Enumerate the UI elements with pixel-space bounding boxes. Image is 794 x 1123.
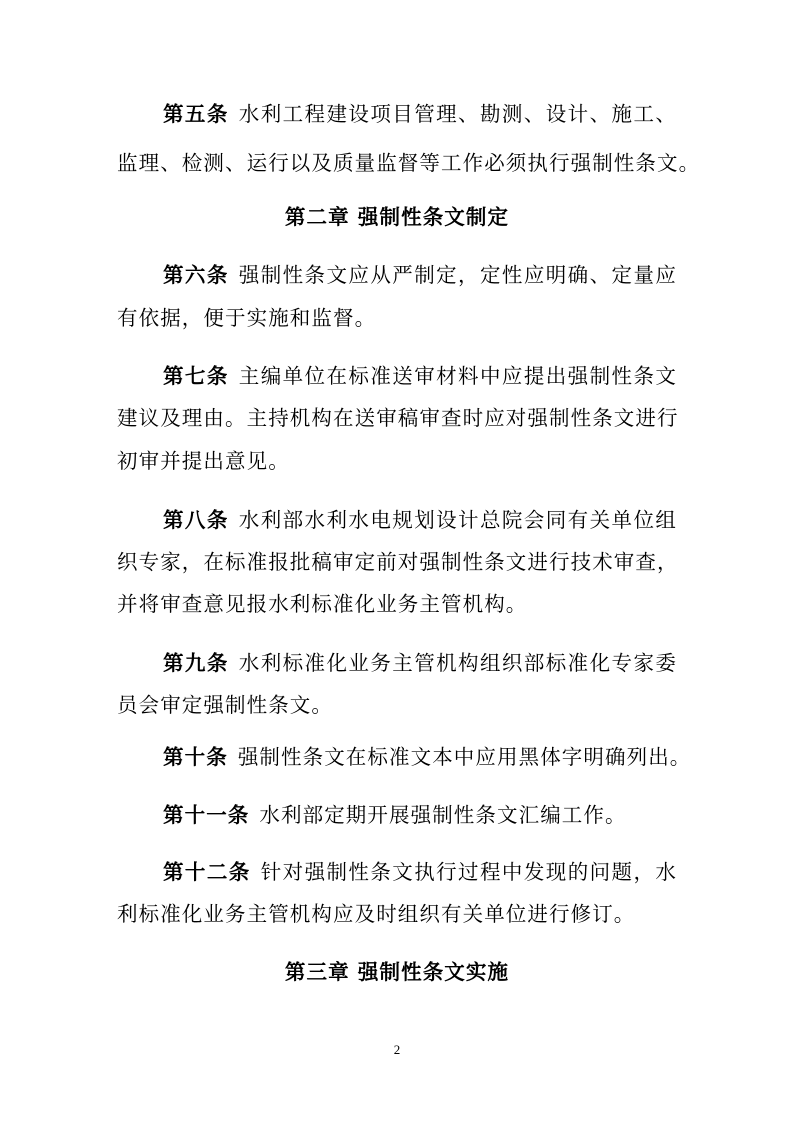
- article-12-line-2: 利标准化业务主管机构应及时组织有关单位进行修订。: [117, 902, 636, 926]
- article-7-label: 第七条: [163, 364, 229, 388]
- page-number: 2: [393, 1042, 401, 1057]
- chapter-2-heading: 第二章 强制性条文制定: [284, 205, 510, 229]
- article-8-label: 第八条: [163, 508, 229, 532]
- article-7-line-3: 初审并提出意见。: [117, 449, 290, 473]
- article-5-label: 第五条: [163, 102, 229, 126]
- article-9-line-1: 第九条 水利标准化业务主管机构组织部标准化专家委: [163, 651, 677, 675]
- article-6-line-1: 第六条 强制性条文应从严制定，定性应明确、定量应: [163, 263, 677, 287]
- article-6-label: 第六条: [163, 263, 229, 287]
- article-12-line-1: 第十二条 针对强制性条文执行过程中发现的问题，水: [163, 860, 677, 884]
- article-12-label: 第十二条: [163, 860, 251, 884]
- article-7-line-2: 建议及理由。主持机构在送审稿审查时应对强制性条文进行: [117, 406, 679, 430]
- article-6-line-2: 有依据，便于实施和监督。: [117, 306, 377, 330]
- article-8-line-2: 织专家，在标准报批稿审定前对强制性条文进行技术审查，: [117, 550, 679, 574]
- article-9-line-2: 员会审定强制性条文。: [117, 693, 333, 717]
- article-5-line-2: 监理、检测、运行以及质量监督等工作必须执行强制性条文。: [117, 151, 701, 175]
- article-11-line-1: 第十一条 水利部定期开展强制性条文汇编工作。: [163, 803, 627, 827]
- article-9-label: 第九条: [163, 651, 229, 675]
- article-10-label: 第十条: [163, 745, 228, 769]
- article-8-line-3: 并将审查意见报水利标准化业务主管机构。: [117, 592, 528, 616]
- article-10-line-1: 第十条 强制性条文在标准文本中应用黑体字明确列出。: [163, 745, 692, 769]
- article-5-line-1: 第五条 水利工程建设项目管理、勘测、设计、施工、: [163, 102, 677, 126]
- article-7-line-1: 第七条 主编单位在标准送审材料中应提出强制性条文: [163, 364, 677, 388]
- article-8-line-1: 第八条 水利部水利水电规划设计总院会同有关单位组: [163, 508, 677, 532]
- article-11-label: 第十一条: [163, 803, 250, 827]
- chapter-3-heading: 第三章 强制性条文实施: [284, 960, 510, 984]
